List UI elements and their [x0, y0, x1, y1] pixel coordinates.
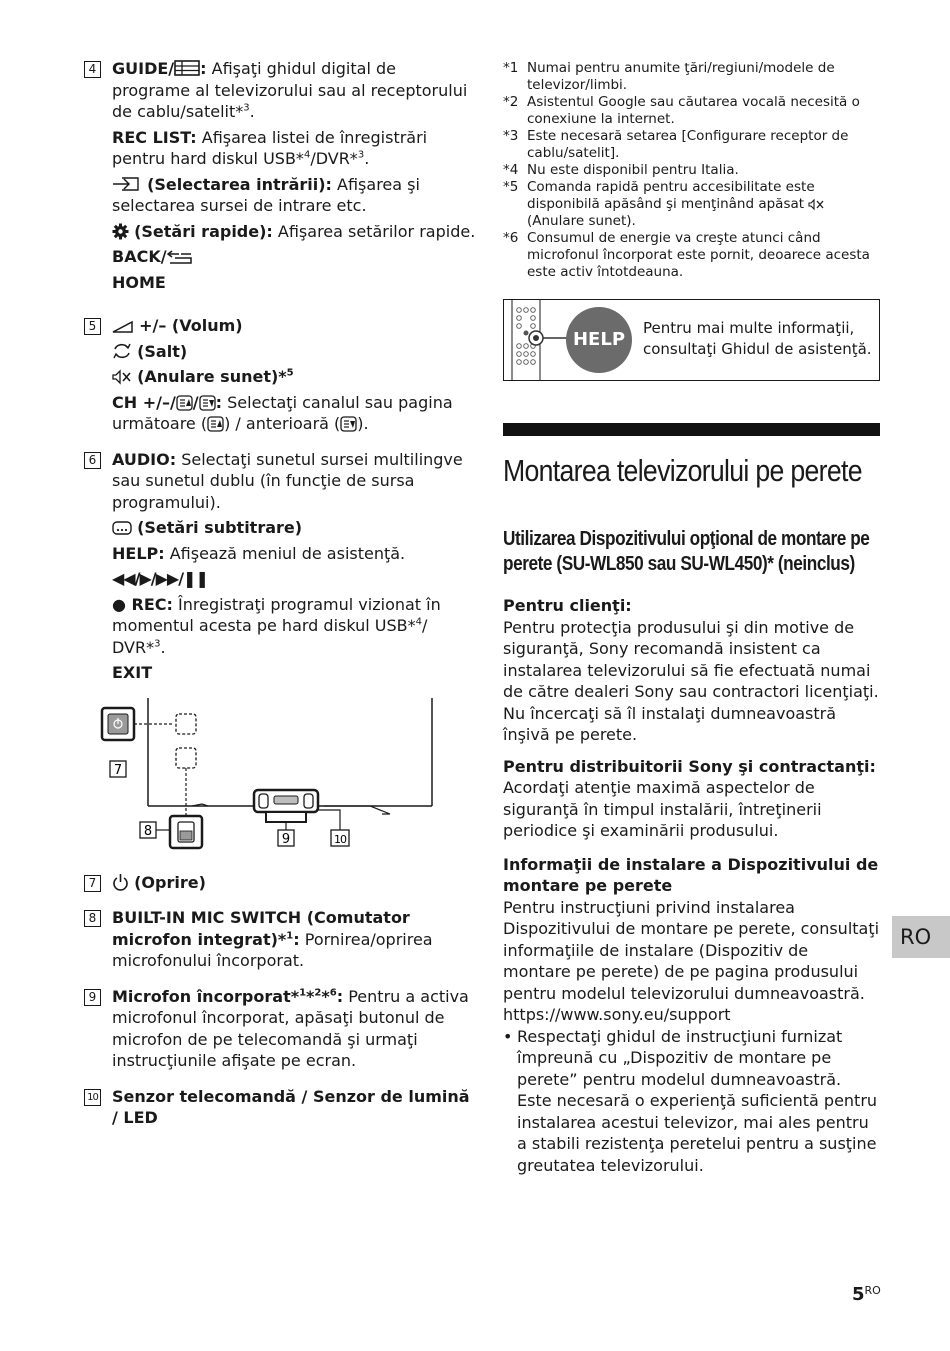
item-number: 8 — [84, 910, 101, 927]
input-select-icon — [112, 175, 142, 193]
home-entry: HOME — [112, 272, 166, 292]
diagram-label-8: 8 — [143, 823, 153, 839]
distributors-section: Pentru distribuitorii Sony şi contractanţi: Acordaţi atenţie maximă aspectelor de siguranţă în timpul instalării, întreţinerii periodice şi examinării produsului. — [503, 756, 876, 840]
item-number: 7 — [84, 875, 101, 892]
footnote: *3 Este necesară setarea [Configurare receptor de cablu/satelit]. — [503, 128, 849, 161]
page-number: $5^{RO}$ — [852, 1284, 881, 1305]
back-arrow-icon — [167, 249, 193, 265]
page-title: Montarea televizorului pe perete — [503, 453, 862, 488]
section-subtitle: Utilizarea Dispozitivului opţional de montare pe perete (SU-WL850 sau SU-WL450)* (neinclus) — [503, 528, 870, 575]
page-down-icon — [340, 416, 357, 432]
item-number: 4 — [84, 61, 101, 78]
power-icon — [112, 873, 129, 891]
item-number: 6 — [84, 452, 101, 469]
help-entry: HELP: Afişează meniul de asistenţă. — [112, 543, 406, 563]
jump-entry: (Salt) — [112, 341, 476, 363]
left-column — [84, 58, 476, 1143]
mute-icon — [112, 369, 132, 385]
diagram-label-9: 9 — [281, 831, 291, 847]
jump-icon — [112, 342, 132, 360]
item-7: 7 (Oprire) — [84, 872, 476, 894]
install-info-section: Informaţii de instalare a Dispozitivului de montare pe perete Pentru instrucţiuni privind instalarea Dispozitivului de montare pe perete, consultaţi informaţiile de instalare (Dispozitiv de montare pe perete) de pe pagina produsului pentru modelul televizorului dumneavoastră. https://www.sony.eu/support • Respectaţi ghidul de instrucţiuni furnizat împreună cu „Dispozitiv de montare pe perete” pentru modelul dumneavoastră. Este necesară o experienţă suficientă pentru instalarea acestui televizor, mai ales pentru a stabili rezistenţa peretelui pentru a susţine greutatea televizorului. — [503, 854, 880, 1175]
clients-section: Pentru clienţi: Pentru protecţia produsului şi din motive de siguranţă, Sony recomandă insistent ca instalarea televizorului să fie efectuată numai de către dealeri Sony sau contractori licenţiaţi. Nu încercaţi să îl instalaţi dumneavoastră înşivă pe perete. — [503, 596, 879, 744]
help-badge: HELP — [566, 307, 632, 373]
volume-icon — [112, 320, 134, 334]
rec-entry: ● REC: Înregistraţi programul vizionat în momentul acesta pe hard diskul USB*$^4$/ DVR*$^3$. — [112, 594, 441, 657]
help-text: Pentru mai multe informaţii, consultaţi Ghidul de asistenţă. — [643, 319, 872, 358]
mute-entry: (Anulare sunet)*$^5$ — [112, 366, 476, 388]
section-rule — [503, 423, 880, 436]
rec-list-entry: REC LIST: Afişarea listei de înregistrări pentru hard diskul USB*$^4$/DVR*$^3$. — [112, 127, 428, 168]
footnote: *1 Numai pentru anumite ţări/regiuni/modele de televizor/limbi. — [503, 60, 835, 93]
volume-entry: +/– (Volum) — [112, 315, 476, 337]
back-entry: BACK/ — [112, 246, 476, 268]
item-number: 9 — [84, 989, 101, 1006]
exit-entry: EXIT — [112, 663, 153, 682]
item-8: 8 BUILT-IN MIC SWITCH (Comutator microfon integrat)*$^1$: Pornirea/oprirea microfonului încorporat. — [84, 907, 476, 972]
channel-entry: CH +/–/ / : Selectaţi canalul sau pagina următoare ( ) / anterioară ( ). — [112, 392, 453, 433]
help-box — [503, 299, 880, 381]
diagram-label-10: 10 — [334, 832, 346, 846]
item-4 — [84, 58, 476, 293]
item-9: 9 Microfon încorporat*$^1$*$^2$*$^6$: Pentru a activa microfonul încorporat, apăsaţi butonul de microfon de pe telecomandă şi urmaţi instrucţiunile afişate pe ecran. — [84, 986, 476, 1072]
footnote: *5 Comanda rapidă pentru accesibilitate este disponibilă apăsând şi menţinând apăsat (Anulare sunet). — [503, 179, 880, 230]
item-6 — [84, 449, 476, 684]
footnote: *2 Asistentul Google sau căutarea vocală necesită o conexiune la internet. — [503, 94, 860, 127]
quick-settings-entry: (Setări rapide): Afişarea setărilor rapide. — [112, 221, 476, 243]
item-number: 5 — [84, 318, 101, 335]
subtitle-entry: (Setări subtitrare) — [112, 517, 476, 539]
footnote: *6 Consumul de energie va creşte atunci când microfonul încorporat este pornit, deoarece acesta este activ întotdeauna. — [503, 230, 870, 280]
input-select-entry: (Selectarea intrării): Afişarea şi selectarea sursei de intrare etc. — [112, 174, 420, 215]
page-up-icon — [207, 416, 224, 432]
footnote: *4 Nu este disponibil pentru Italia. — [503, 162, 739, 178]
right-column — [503, 60, 880, 1176]
footnotes — [503, 60, 880, 281]
item-5 — [84, 315, 476, 435]
bullet-item: • Respectaţi ghidul de instrucţiuni furnizat împreună cu „Dispozitiv de montare pe perete” pentru modelul dumneavoastră. Este necesară o experienţă suficientă pentru instalarea acestui televizor, mai ales pentru a stabili rezistenţa peretelui pentru a susţine greutatea televizorului. — [503, 1026, 878, 1175]
support-link[interactable]: https://www.sony.eu/support — [503, 1005, 731, 1024]
guide-icon — [174, 59, 200, 77]
guide-entry: GUIDE/ : Afişaţi ghidul digital de programe al televizorului sau al receptorului de cablu/satelit*$^3$. — [112, 59, 468, 121]
tv-buttons-diagram — [84, 698, 476, 858]
gear-icon — [112, 223, 129, 240]
language-tab: RO — [892, 916, 950, 958]
item-10: 10 Senzor telecomandă / Senzor de lumină / LED — [84, 1086, 476, 1129]
subtitle-icon — [112, 520, 132, 536]
page-up-icon — [176, 395, 193, 411]
playback-entry: ◀◀/▶/▶▶/❚❚ — [112, 569, 208, 588]
mute-icon — [808, 198, 824, 211]
audio-entry: AUDIO: Selectaţi sunetul sursei multilingve sau sunetul dublu (în funcţie de sursa programului). — [112, 449, 463, 512]
item-number: 10 — [84, 1089, 101, 1106]
diagram-label-7: 7 — [113, 762, 123, 778]
page-down-icon — [199, 395, 216, 411]
